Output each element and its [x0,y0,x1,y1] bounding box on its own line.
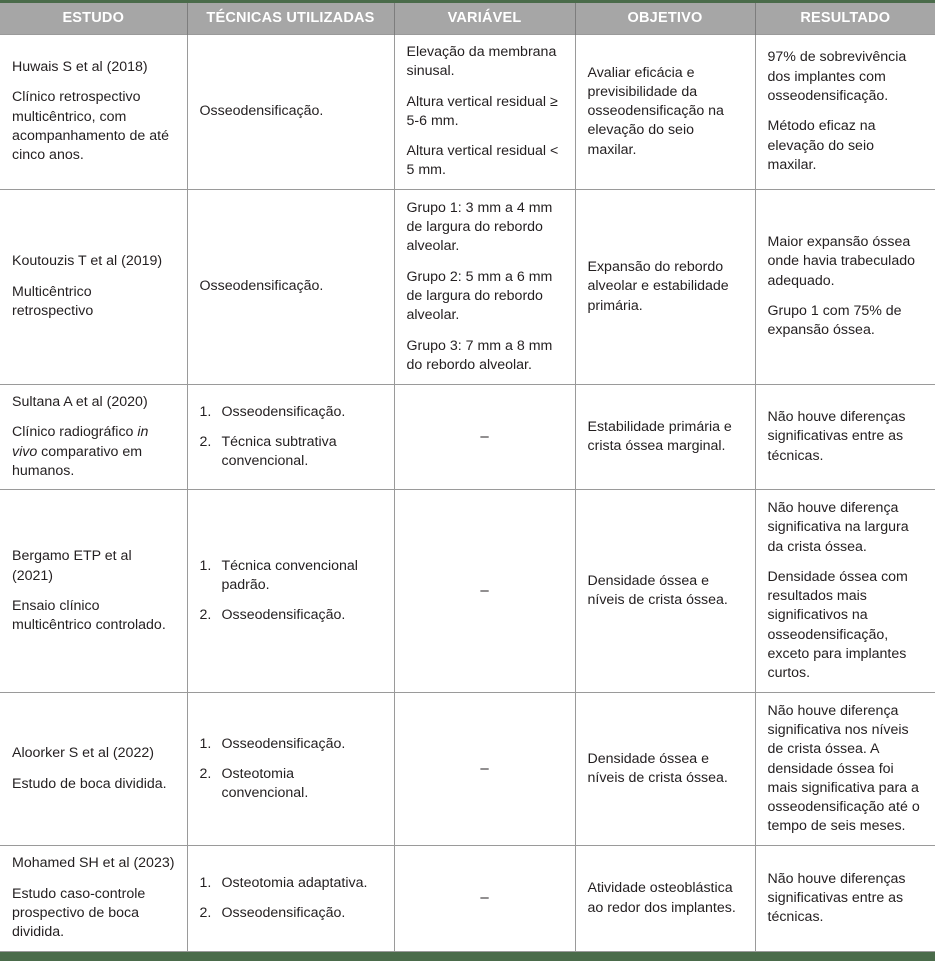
cell-resultado [755,34,935,190]
estudo-paragraph: Clínico retrospectivo multicêntrico, com acompanhamento de até cinco anos. [12,89,169,164]
list-item-label: Osseodensificação. [221,403,346,420]
estudo-paragraph: Aloorker S et al (2022) [12,745,154,762]
tecnicas-list-item [200,606,382,625]
resultado-paragraph: Densidade óssea com resultados mais significativos na osseodensificação, exceto para implantes curtos. [767,568,908,682]
tecnicas-list [200,403,382,472]
resultado-paragraph: Não houve diferenças significativas entre as técnicas. [767,870,906,926]
cell-resultado [755,190,935,384]
cell-estudo [0,190,187,384]
variavel-paragraph: Elevação da membrana sinusal. [406,43,557,80]
list-item-number: 1. [199,874,212,891]
tecnicas-list-item [200,557,382,596]
cell-estudo [0,693,187,846]
resultado-paragraph: Maior expansão óssea onde havia trabeculado adequado. [767,234,916,289]
list-item-number: 2. [199,433,212,450]
cell-objetivo [575,34,755,190]
list-item-label: Osseodensificação. [221,905,346,922]
list-item-label: Técnica subtrativa convencional. [221,433,337,470]
cell-objetivo [575,693,755,846]
table-row [0,384,935,490]
list-item-number: 2. [199,766,212,783]
estudo-paragraph: Estudo caso-controle prospectivo de boca dividida. [12,885,146,941]
tecnicas-list [200,557,382,626]
cell-tecnicas [187,384,394,490]
estudo-paragraph: Ensaio clínico multicêntrico controlado. [12,597,166,634]
variavel-paragraph: Grupo 1: 3 mm a 4 mm de largura do rebordo alveolar. [406,199,553,255]
estudo-paragraph: Clínico radiográfico in vivo comparativo em humanos. [12,424,149,479]
resultado-paragraph: Método eficaz na elevação do seio maxilar. [767,118,876,173]
estudo-paragraph: Koutouzis T et al (2019) [12,253,163,270]
list-item-label: Osteotomia adaptativa. [221,874,368,891]
column-header-resultado: RESULTADO [755,3,935,34]
table-header-row [0,3,935,34]
cell-resultado [755,384,935,490]
list-item-number: 2. [199,905,212,922]
cell-variavel-empty-dash: – [394,490,575,693]
resultado-paragraph: Grupo 1 com 75% de expansão óssea. [767,303,902,339]
variavel-paragraph: Altura vertical residual ≥ 5-6 mm. [406,93,558,129]
cell-estudo [0,846,187,952]
cell-variavel [394,190,575,384]
tecnicas-paragraph: Osseodensificação. [199,103,324,120]
list-item-number: 1. [199,403,212,420]
cell-variavel [394,34,575,190]
tecnicas-list-item [200,735,382,754]
list-item-number: 1. [199,735,212,752]
column-header-variavel: VARIÁVEL [394,3,575,34]
tecnicas-list [200,874,382,924]
tecnicas-list-item [200,874,382,893]
cell-estudo [0,384,187,490]
resultado-paragraph: Não houve diferença significativa nos níveis de crista óssea. A densidade óssea foi mais significativa para a osseodensificação até o tempo de seis meses. [767,702,920,835]
estudo-paragraph: Multicêntrico retrospectivo [12,283,94,320]
objetivo-paragraph: Atividade osteoblástica ao redor dos implantes. [587,880,736,916]
cell-resultado [755,693,935,846]
objetivo-paragraph: Densidade óssea e níveis de crista óssea. [587,750,728,787]
objetivo-paragraph: Densidade óssea e níveis de crista óssea. [587,573,728,609]
list-item-number: 2. [199,607,212,624]
table-row [0,693,935,846]
estudo-paragraph: Estudo de boca dividida. [12,775,167,792]
cell-variavel-empty-dash: – [394,846,575,952]
cell-objetivo [575,384,755,490]
cell-resultado [755,490,935,693]
estudo-paragraph: Sultana A et al (2020) [12,393,148,410]
estudo-paragraph: Bergamo ETP et al (2021) [12,548,132,584]
column-header-tecnicas: TÉCNICAS UTILIZADAS [187,3,394,34]
studies-comparison-table [0,3,935,952]
estudo-paragraph: Huwais S et al (2018) [12,59,148,76]
table-header [0,3,935,34]
variavel-paragraph: Grupo 2: 5 mm a 6 mm de largura do rebordo alveolar. [406,268,553,324]
cell-estudo [0,490,187,693]
column-header-objetivo: OBJETIVO [575,3,755,34]
cell-objetivo [575,846,755,952]
list-item-label: Técnica convencional padrão. [221,557,358,594]
table-row [0,190,935,384]
tecnicas-paragraph: Osseodensificação. [199,278,324,295]
table-body [0,34,935,952]
resultado-paragraph: 97% de sobrevivência dos implantes com osseodensificação. [767,49,907,105]
cell-variavel-empty-dash: – [394,693,575,846]
list-item-label: Osteotomia convencional. [221,766,309,802]
cell-tecnicas [187,34,394,190]
column-header-estudo: ESTUDO [0,3,187,34]
resultado-paragraph: Não houve diferença significativa na largura da crista óssea. [767,499,909,555]
cell-objetivo [575,490,755,693]
italic-term: in vivo [12,424,149,460]
cell-tecnicas [187,490,394,693]
objetivo-paragraph: Avaliar eficácia e previsibilidade da osseodensificação na elevação do seio maxilar. [587,64,724,158]
table-bottom-accent-rule [0,952,935,961]
objetivo-paragraph: Expansão do rebordo alveolar e estabilidade primária. [587,258,729,314]
objetivo-paragraph: Estabilidade primária e crista óssea marginal. [587,418,732,455]
cell-tecnicas [187,693,394,846]
resultado-paragraph: Não houve diferenças significativas entre as técnicas. [767,409,906,464]
tecnicas-list-item [200,403,382,422]
tecnicas-list [200,735,382,804]
table-row [0,846,935,952]
cell-tecnicas [187,190,394,384]
cell-estudo [0,34,187,190]
cell-variavel-empty-dash: – [394,384,575,490]
list-item-label: Osseodensificação. [221,607,346,624]
cell-tecnicas [187,846,394,952]
cell-resultado [755,846,935,952]
tecnicas-list-item [200,433,382,472]
estudo-paragraph: Mohamed SH et al (2023) [12,855,175,872]
variavel-paragraph: Grupo 3: 7 mm a 8 mm do rebordo alveolar. [406,337,553,373]
variavel-paragraph: Altura vertical residual < 5 mm. [406,143,559,179]
table-row [0,34,935,190]
table-row [0,490,935,693]
list-item-number: 1. [199,557,212,574]
tecnicas-list-item [200,904,382,923]
tecnicas-list-item [200,765,382,804]
list-item-label: Osseodensificação. [221,735,346,752]
cell-objetivo [575,190,755,384]
